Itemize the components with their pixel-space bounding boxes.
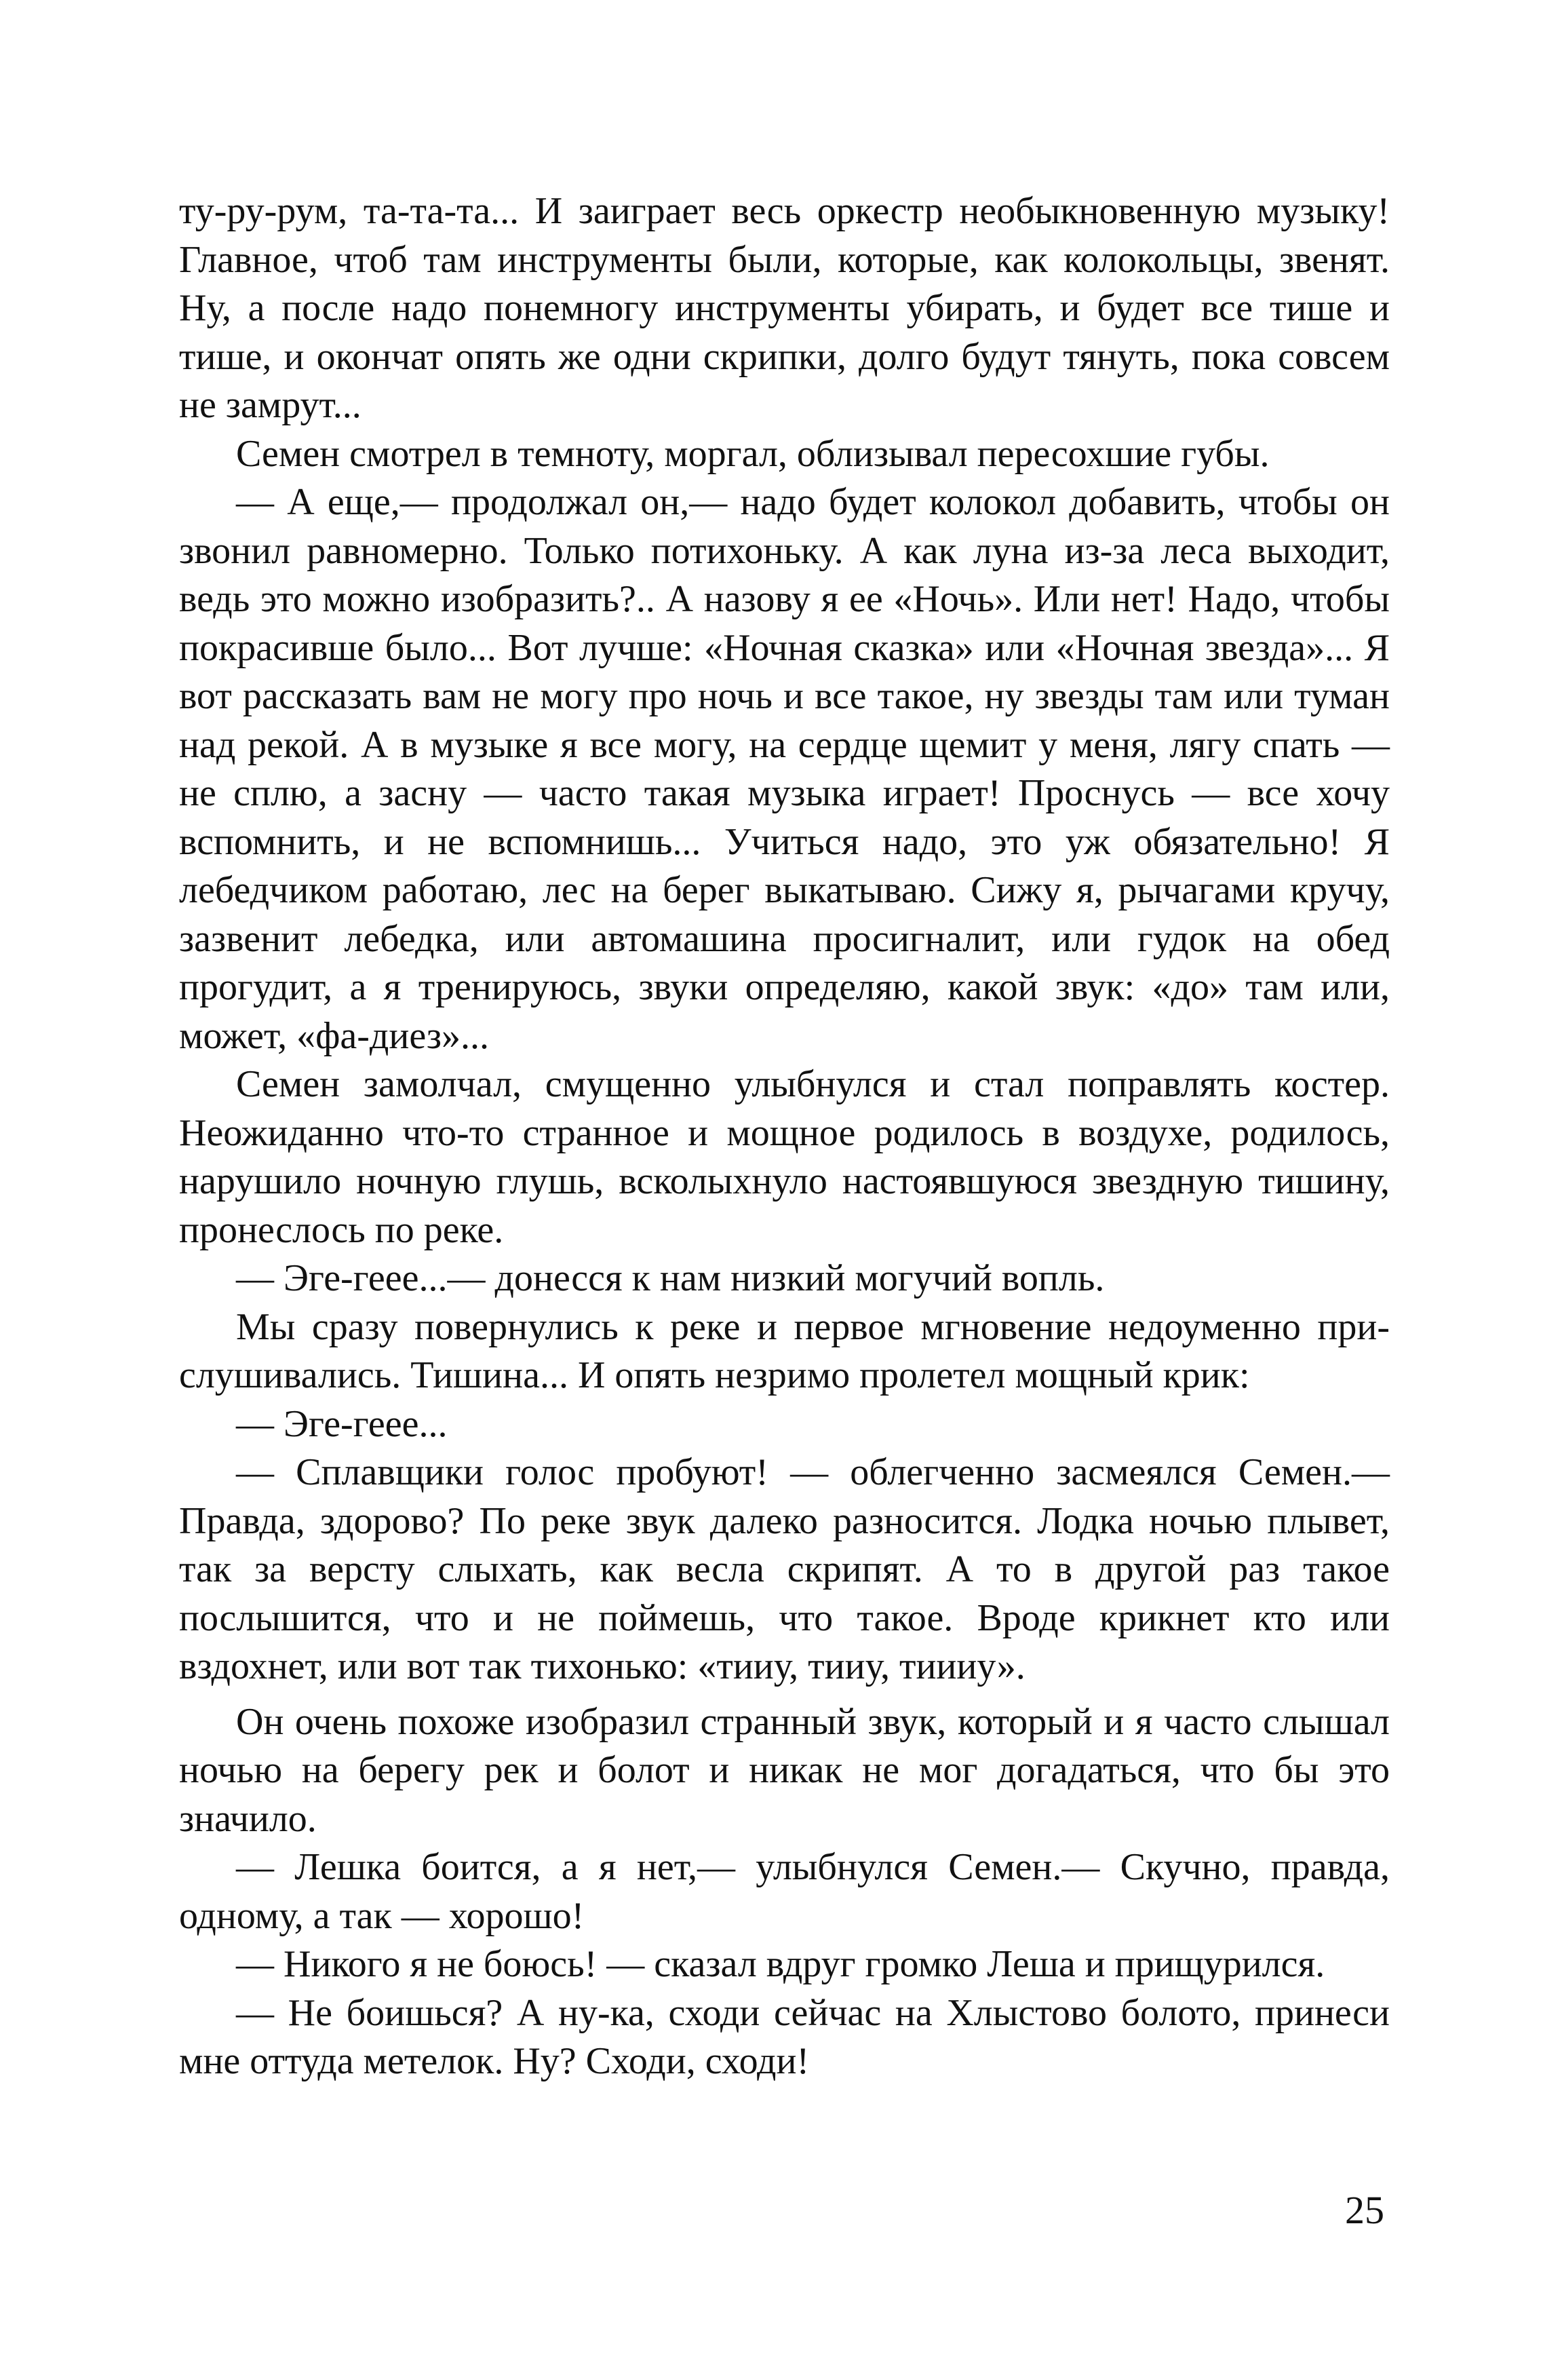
paragraph-3: — А еще,— продолжал он,— надо будет колокол добавить, чтобы он звонил равномерно. Только потихоньку. А как луна из-за леса выходит, ведь это можно изобразить?.. А назову я ее «Ночь». Или нет! Надо, чтобы покрасивше было... Вот лучше: «Ночная сказка» или «Ночная звезда»... Я вот рассказать вам не могу про ночь и все такое, ну звезды там или туман над рекой. А в музыке я все могу, на сердце щемит у меня, лягу спать — не сплю, а засну — часто такая музыка играет! Проснусь — все хочу вспомнить, и не вспомнишь... Учиться надо, это уж обязательно! Я лебедчиком работаю, лес на берег выкатываю. Сижу я, рычагами кручу, зазвенит лебедка, или автомашина просигналит, или гудок на обед прогудит, а я тренируюсь, звуки определяю, какой звук: «до» там или, может, «фа-диез»... [179, 481, 1390, 1057]
paragraph-2: Семен смотрел в темноту, моргал, облизывал пересохшие губы. [236, 432, 1270, 475]
paragraph-10: — Лешка боится, а я нет,— улыбнулся Семен.— Скучно, правда, одному, а так — хорошо! [179, 1846, 1390, 1937]
paragraph-4: Семен замолчал, смущенно улыбнулся и стал поправлять костер. Неожиданно что-то странное и мощное родилось в воздухе, родилось, нарушило ночную глушь, всколыхнуло настоявшуюся звездную тишину, пронеслось по реке. [179, 1063, 1390, 1251]
paragraph-7: — Эге-геее... [236, 1402, 448, 1445]
paragraph-9: Он очень похоже изобразил странный звук, который и я часто слышал ночью на берегу рек и болот и никак не мог догадаться, что бы это значило. [179, 1700, 1390, 1840]
paragraph-1: ту-ру-рум, та-та-та... И заиграет весь оркестр необыкновенную музыку! Главное, чтоб там инструменты были, которые, как колокольцы, звенят. Ну, а после надо понемногу инструменты убирать, и будет все тише и тише, и окончат опять же одни скрипки, долго будут тянуть, пока совсем не замрут... [179, 190, 1390, 426]
page-number: 25 [1345, 2188, 1384, 2232]
body-text [179, 187, 1390, 2086]
paragraph-8: — Сплавщики голос пробуют! — облегченно засмеялся Семен.— Правда, здорово? По реке звук далеко разносится. Лодка ночью плывет, так за версту слыхать, как весла скрипят. А то в другой раз такое послышится, что и не поймешь, что такое. Вроде крикнет кто или вздохнет, или вот так тихонько: «тииу, тииу, тиииу». [179, 1451, 1390, 1687]
paragraph-6: Мы сразу повернулись к реке и первое мгновение недоуменно прислушивались. Тишина... И опять незримо пролетел мощный крик: [179, 1305, 1390, 1396]
paragraph-12: — Не боишься? А ну-ка, сходи сейчас на Хлыстово болото, принеси мне оттуда метелок. Ну? Сходи, сходи! [179, 1991, 1390, 2082]
paragraph-5: — Эге-геее...— донесся к нам низкий могучий вопль. [236, 1257, 1105, 1299]
paragraph-11: — Никого я не боюсь! — сказал вдруг громко Леша и прищурился. [236, 1943, 1325, 1985]
